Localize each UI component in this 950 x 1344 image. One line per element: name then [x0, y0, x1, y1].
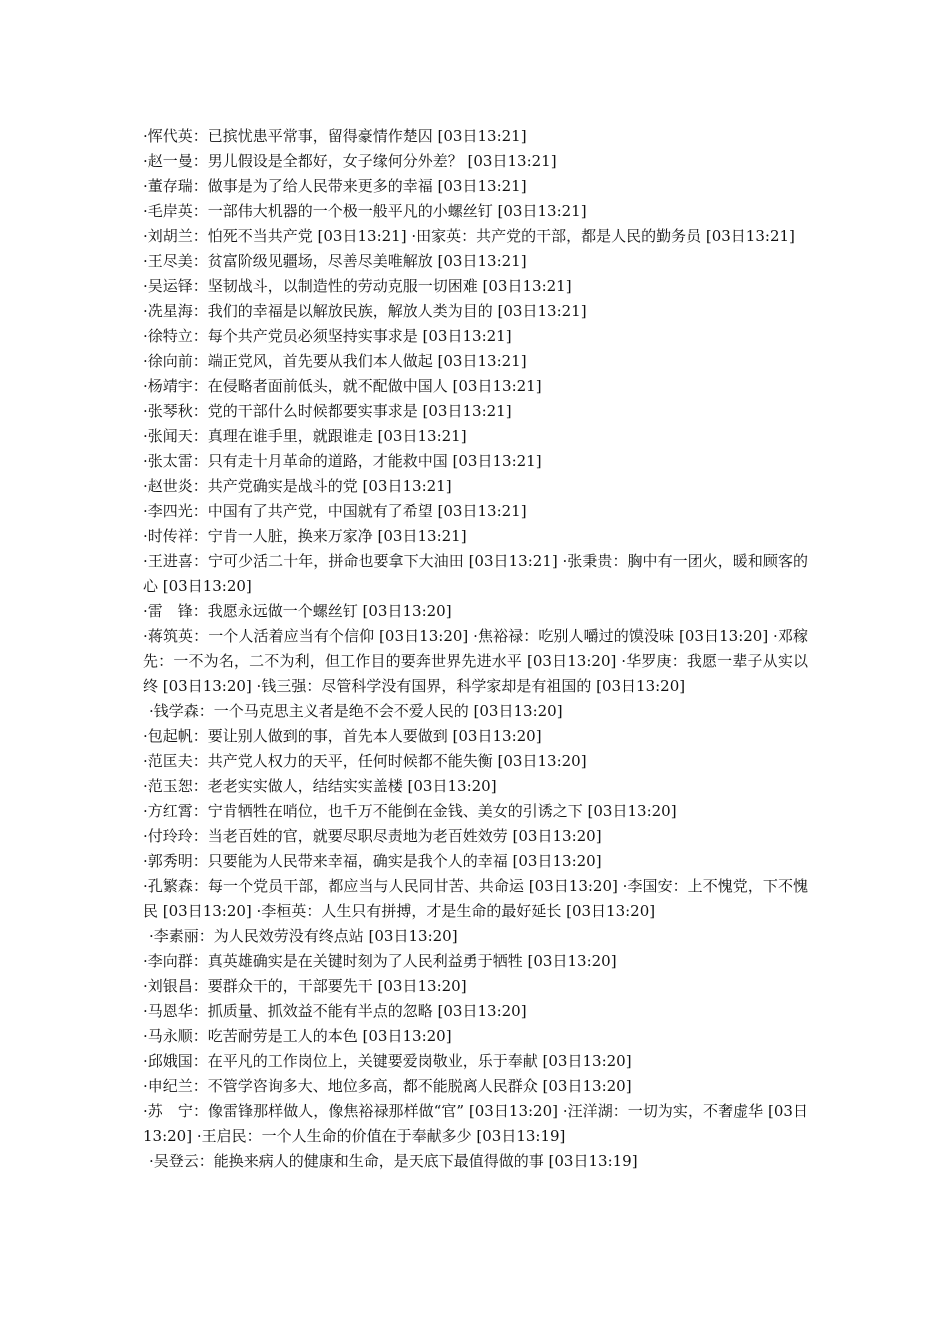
text-line: ·张闻天：真理在谁手里，就跟谁走 [03日13:21] — [143, 427, 467, 445]
text-line: ·蒋筑英：一个人活着应当有个信仰 [03日13:20] ·焦裕禄：吃别人嚼过的馍没味 [03日13:20] ·邓稼先：一不为名，二不为利，但工作目的要奔世界先进水平 [03日13:20] ·华罗庚：我愿一辈子从实以终 [03日13:20] ·钱三强：尽管科学没有国界，科学家却是有祖国的 [03日13:20] — [143, 627, 808, 695]
text-line: ·赵一曼：男儿假设是全都好，女子缘何分外差？ [03日13:21] — [143, 152, 557, 170]
text-line: ·吴运铎：坚韧战斗，以制造性的劳动克服一切困难 [03日13:21] — [143, 277, 572, 295]
text-line: ·范匡夫：共产党人权力的天平，任何时候都不能失衡 [03日13:20] — [143, 752, 587, 770]
text-line: ·李素丽：为人民效劳没有终点站 [03日13:20] — [149, 927, 458, 945]
text-line: ·郭秀明：只要能为人民带来幸福，确实是我个人的幸福 [03日13:20] — [143, 852, 602, 870]
text-line: ·徐向前：端正党风，首先要从我们本人做起 [03日13:21] — [143, 352, 527, 370]
text-line: ·付玲玲：当老百姓的官，就要尽职尽责地为老百姓效劳 [03日13:20] — [143, 827, 602, 845]
text-line: ·时传祥：宁肯一人脏，换来万家净 [03日13:21] — [143, 527, 467, 545]
text-line: ·王进喜：宁可少活二十年，拼命也要拿下大油田 [03日13:21] ·张秉贵：胸中有一团火，暖和顾客的心 [03日13:20] — [143, 552, 808, 595]
text-line: ·马永顺：吃苦耐劳是工人的本色 [03日13:20] — [143, 1027, 452, 1045]
text-line: ·刘胡兰：怕死不当共产党 [03日13:21] ·田家英：共产党的干部，都是人民的勤务员 [03日13:21] — [143, 227, 795, 245]
text-line: ·苏 宁：像雷锋那样做人，像焦裕禄那样做“官” [03日13:20] ·汪洋湖：一切为实，不奢虚华 [03日13:20] ·王启民：一个人生命的价值在于奉献多少 [03日13:19] — [143, 1102, 808, 1145]
text-line: ·张太雷：只有走十月革命的道路，才能救中国 [03日13:21] — [143, 452, 542, 470]
text-line: ·张琴秋：党的干部什么时候都要实事求是 [03日13:21] — [143, 402, 512, 420]
text-line: ·李向群：真英雄确实是在关键时刻为了人民利益勇于牺牲 [03日13:20] — [143, 952, 617, 970]
text-line: ·孔繁森：每一个党员干部，都应当与人民同甘苦、共命运 [03日13:20] ·李国安：上不愧党，下不愧民 [03日13:20] ·李桓英：人生只有拼搏，才是生命的最好延长 [03日13:20] — [143, 877, 808, 920]
text-line: ·钱学森：一个马克思主义者是绝不会不爱人民的 [03日13:20] — [149, 702, 563, 720]
text-line: ·方红霄：宁肯牺牲在哨位，也千万不能倒在金钱、美女的引诱之下 [03日13:20] — [143, 802, 677, 820]
text-line: ·杨靖宇：在侵略者面前低头，就不配做中国人 [03日13:21] — [143, 377, 542, 395]
text-line: ·恽代英：已摈忧患平常事，留得豪情作楚囚 [03日13:21] — [143, 127, 527, 145]
text-line: ·马恩华：抓质量、抓效益不能有半点的忽略 [03日13:20] — [143, 1002, 527, 1020]
text-line: ·王尽美：贫富阶级见疆场，尽善尽美唯解放 [03日13:21] — [143, 252, 527, 270]
text-line: ·吴登云：能换来病人的健康和生命，是天底下最值得做的事 [03日13:19] — [149, 1152, 638, 1170]
text-line: ·邱娥国：在平凡的工作岗位上，关键要爱岗敬业，乐于奉献 [03日13:20] — [143, 1052, 632, 1070]
text-line: ·赵世炎：共产党确实是战斗的党 [03日13:21] — [143, 477, 452, 495]
text-line: ·徐特立：每个共产党员必须坚持实事求是 [03日13:21] — [143, 327, 512, 345]
text-line: ·董存瑞：做事是为了给人民带来更多的幸福 [03日13:21] — [143, 177, 527, 195]
text-line: ·毛岸英：一部伟大机器的一个极一般平凡的小螺丝钉 [03日13:21] — [143, 202, 587, 220]
text-line: ·申纪兰：不管学咨询多大、地位多高，都不能脱离人民群众 [03日13:20] — [143, 1077, 632, 1095]
document-body — [143, 124, 808, 1174]
text-line: ·雷 锋：我愿永远做一个螺丝钉 [03日13:20] — [143, 602, 452, 620]
text-line: ·刘银昌：要群众干的，干部要先干 [03日13:20] — [143, 977, 467, 995]
text-line: ·范玉恕：老老实实做人，结结实实盖楼 [03日13:20] — [143, 777, 497, 795]
text-line: ·包起帆：要让别人做到的事，首先本人要做到 [03日13:20] — [143, 727, 542, 745]
text-line: ·李四光：中国有了共产党，中国就有了希望 [03日13:21] — [143, 502, 527, 520]
text-line: ·冼星海：我们的幸福是以解放民族，解放人类为目的 [03日13:21] — [143, 302, 587, 320]
